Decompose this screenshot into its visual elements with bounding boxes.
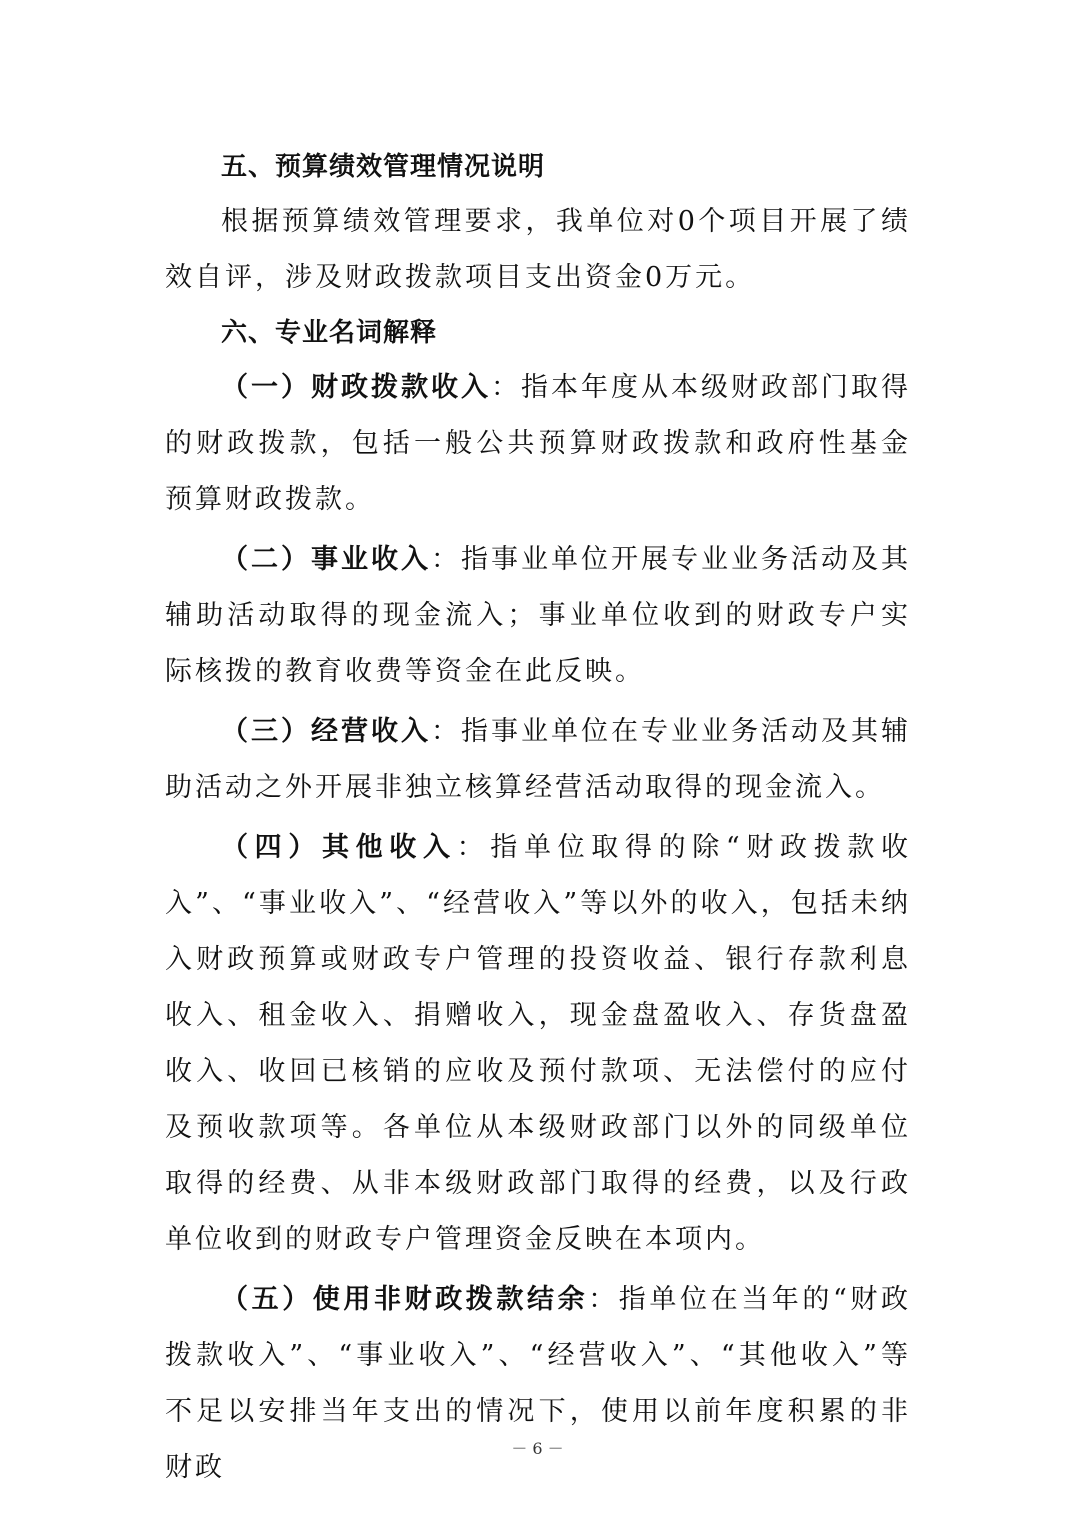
- paragraph-performance: [165, 194, 911, 306]
- term-label: （四）其他收入: [221, 832, 457, 863]
- term-paragraph-operating-income: [165, 704, 911, 816]
- term-label: （二）事业收入: [221, 544, 431, 575]
- term-label: （三）经营收入: [221, 716, 431, 747]
- term-definition: ：指本年度从本级财政部门取得的财政拨款，包括一般公共预算财政拨款和政府性基金预算财政拨款。: [165, 372, 911, 515]
- section-heading-performance: 五、预算绩效管理情况说明: [221, 152, 546, 182]
- term-paragraph-business-income: [165, 532, 911, 700]
- term-paragraph-other-income: [165, 820, 911, 1268]
- term-paragraph-fiscal-appropriation: [165, 360, 911, 528]
- term-definition: ：指事业单位开展专业业务活动及其辅助活动取得的现金流入；事业单位收到的财政专户实际核拨的教育收费等资金在此反映。: [165, 544, 911, 687]
- term-paragraph-non-fiscal-balance: [165, 1272, 911, 1496]
- page-number: － 6 －: [511, 1439, 564, 1458]
- term-definition: ：指事业单位在专业业务活动及其辅助活动之外开展非独立核算经营活动取得的现金流入。: [165, 716, 911, 803]
- paragraph-text: 根据预算绩效管理要求，我单位对0个项目开展了绩效自评，涉及财政拨款项目支出资金0万元。: [165, 206, 911, 293]
- term-definition: ：指单位取得的除“财政拨款收入”、“事业收入”、“经营收入”等以外的收入，包括未纳入财政预算或财政专户管理的投资收益、银行存款利息收入、租金收入、捐赠收入，现金盘盈收入、存货盘盈收入、收回已核销的应收及预付款项、无法偿付的应付及预收款项等。各单位从本级财政部门以外的同级单位取得的经费、从非本级财政部门取得的经费，以及行政单位收到的财政专户管理资金反映在本项内。: [165, 832, 911, 1255]
- document-body: [165, 140, 911, 1496]
- term-label: （五）使用非财政拨款结余: [221, 1284, 589, 1315]
- term-label: （一）财政拨款收入: [221, 372, 491, 403]
- section-heading-terms: 六、专业名词解释: [221, 318, 438, 348]
- term-definition: ：指单位在当年的“财政拨款收入”、“事业收入”、“经营收入”、“其他收入”等不足以安排当年支出的情况下，使用以前年度积累的非财政: [165, 1284, 912, 1483]
